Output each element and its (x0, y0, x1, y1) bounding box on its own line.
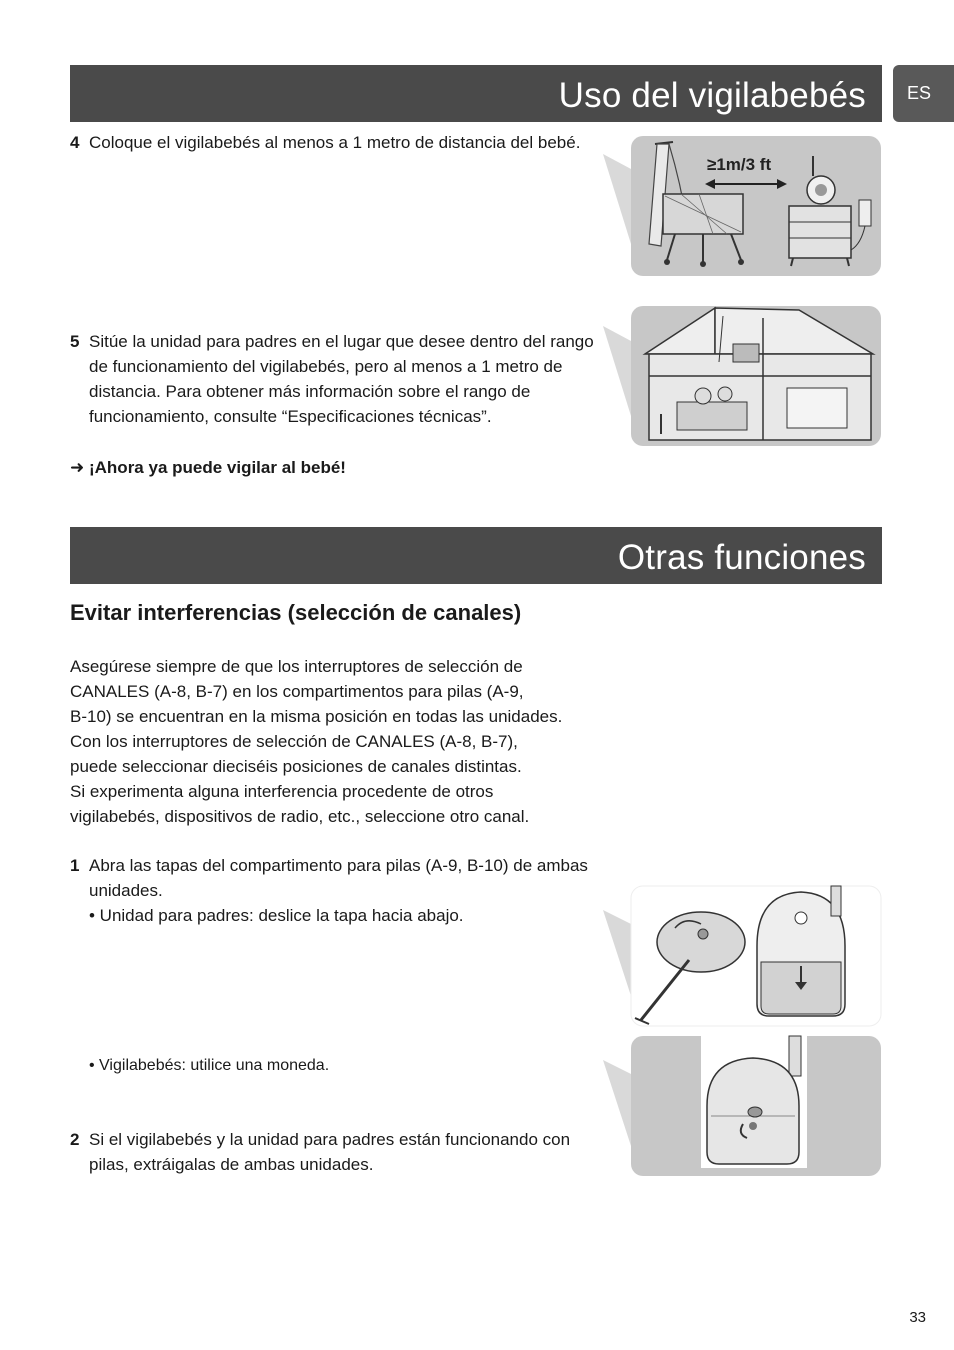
step-number: 4 (70, 133, 80, 152)
section-header-otras (70, 527, 882, 584)
subsection-heading: Evitar interferencias (selección de canales) (70, 600, 522, 625)
distance-label: ≥1m/3 ft (707, 155, 772, 174)
channel-paragraph (70, 654, 615, 829)
figure-parent-unit (603, 884, 883, 1028)
paragraph-line: Si experimenta alguna interferencia procedente de otros (70, 782, 494, 801)
bullet-parent-unit: • Unidad para padres: deslice la tapa hacia abajo. (89, 906, 464, 925)
step-5 (70, 329, 615, 429)
step-text: Si el vigilabebés y la unidad para padres están funcionando con pilas, extráigalas de ambas unidades. (89, 1130, 571, 1174)
step-text: Sitúe la unidad para padres en el lugar que desee dentro del rango de funcionamiento del vigilabebés, pero al menos a 1 metro de distancia. Para obtener más información sobre el rango de funcionamiento, consulte “Especificaciones técnicas”. (89, 332, 594, 426)
step-text: Coloque el vigilabebés al menos a 1 metro de distancia del bebé. (89, 133, 581, 152)
step-number: 5 (70, 332, 80, 351)
step-4 (70, 130, 615, 155)
step-number: 2 (70, 1130, 80, 1149)
section-header-uso (70, 65, 882, 122)
step-text: Abra las tapas del compartimento para pilas (A-9, B-10) de ambas unidades. (89, 856, 588, 900)
figure-distance (603, 134, 883, 278)
figure-house (603, 304, 883, 448)
result-line (70, 455, 346, 480)
step-2 (70, 1127, 590, 1177)
paragraph-line: Asegúrese siempre de que los interruptores de selección de (70, 657, 523, 676)
paragraph-line: vigilabebés, dispositivos de radio, etc., seleccione otro canal. (70, 807, 530, 826)
figure-baby-unit (603, 1034, 883, 1178)
paragraph-line: puede seleccionar dieciséis posiciones de canales distintas. (70, 757, 522, 776)
arrow-icon: ➜ (70, 458, 85, 477)
step-number: 1 (70, 856, 80, 875)
result-text: ¡Ahora ya puede vigilar al bebé! (88, 458, 346, 477)
section-title: Otras funciones (617, 538, 866, 577)
paragraph-line: B-10) se encuentran en la misma posición en todas las unidades. (70, 707, 563, 726)
paragraph-line: CANALES (A-8, B-7) en los compartimentos para pilas (A-9, (70, 682, 524, 701)
section-title: Uso del vigilabebés (558, 76, 866, 115)
language-tab: ES (893, 65, 954, 122)
step-1 (70, 853, 590, 903)
paragraph-line: Con los interruptores de selección de CANALES (A-8, B-7), (70, 732, 518, 751)
page-number: 33 (909, 1309, 926, 1326)
bullet-baby-unit: • Vigilabebés: utilice una moneda. (89, 1057, 330, 1074)
